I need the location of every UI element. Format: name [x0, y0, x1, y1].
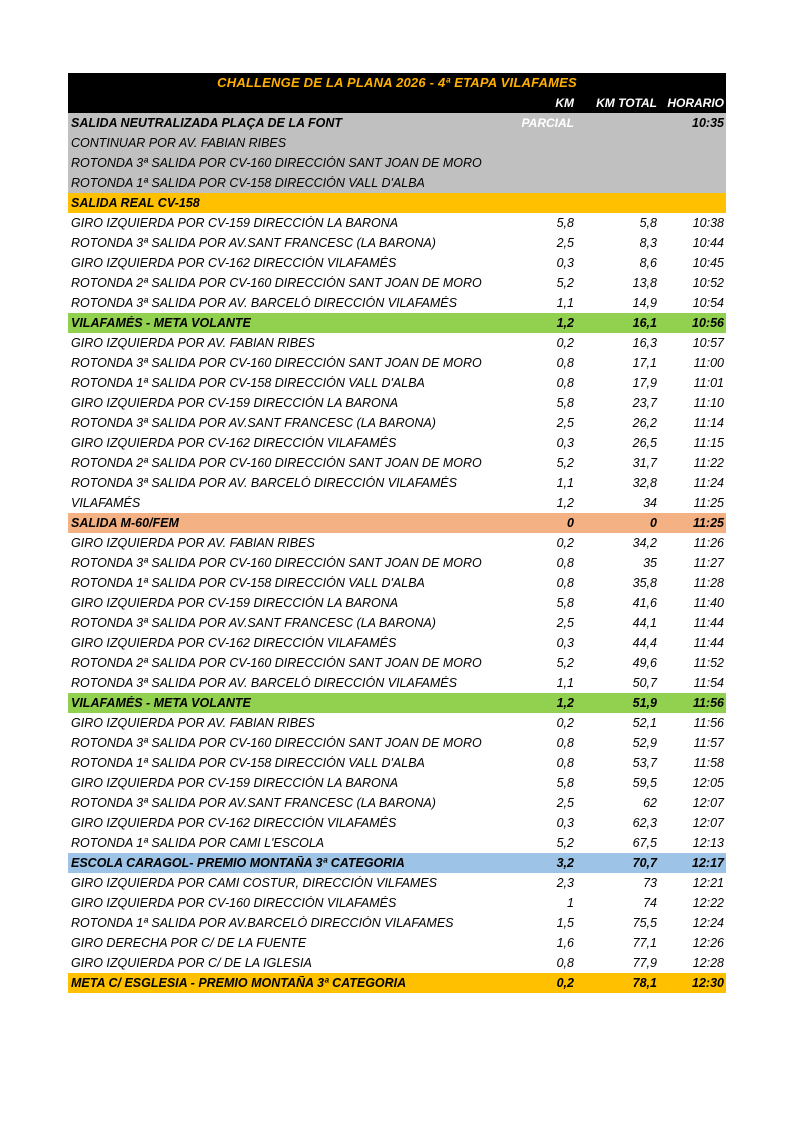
table-row: [68, 573, 726, 593]
cell-km-parcial: 1,5: [556, 916, 574, 930]
cell-km-total: 75,5: [632, 916, 657, 930]
cell-km-parcial: 0,2: [556, 536, 574, 550]
cell-km-parcial: 5,8: [556, 776, 574, 790]
cell-km-parcial: 0,8: [556, 556, 574, 570]
cell-description: VILAFAMÉS: [71, 496, 141, 510]
table-row: [68, 933, 726, 953]
cell-description: ROTONDA 3ª SALIDA POR AV. BARCELÓ DIRECCIÓN VILAFAMÉS: [71, 476, 457, 490]
cell-km-parcial: 0,3: [556, 256, 574, 270]
cell-horario: 12:22: [692, 896, 724, 910]
section-row: [68, 853, 726, 873]
table-row: [68, 793, 726, 813]
cell-horario: 11:26: [693, 536, 724, 550]
table-row: [68, 593, 726, 613]
cell-km-parcial: 1,2: [556, 696, 574, 710]
cell-km-total: 34,2: [632, 536, 657, 550]
cell-km-total: 49,6: [632, 656, 657, 670]
cell-description: ROTONDA 3ª SALIDA POR AV. BARCELÓ DIRECCIÓN VILAFAMÉS: [71, 296, 457, 310]
cell-description: GIRO IZQUIERDA POR CV-162 DIRECCIÓN VILAFAMÉS: [71, 436, 397, 450]
cell-km-total: 13,8: [632, 276, 657, 290]
cell-horario: 11:15: [693, 436, 724, 450]
cell-description: ROTONDA 1ª SALIDA POR CV-158 DIRECCIÓN VALL D'ALBA: [71, 576, 425, 590]
cell-km-total: 77,1: [632, 936, 657, 950]
cell-km-total: 67,5: [632, 836, 657, 850]
cell-description: ROTONDA 1ª SALIDA POR CV-158 DIRECCIÓN VALL D'ALBA: [71, 176, 425, 190]
cell-horario: 11:25: [692, 516, 724, 530]
section-row: [68, 973, 726, 993]
cell-horario: 11:24: [693, 476, 724, 490]
section-row: [68, 693, 726, 713]
cell-description: ROTONDA 3ª SALIDA POR CV-160 DIRECCIÓN SANT JOAN DE MORO: [71, 556, 482, 570]
section-row: [68, 313, 726, 333]
table-row: [68, 753, 726, 773]
cell-horario: 11:54: [693, 676, 724, 690]
cell-km-total: 77,9: [632, 956, 657, 970]
cell-km-total: 52,9: [632, 736, 657, 750]
cell-km-parcial: 0,8: [556, 356, 574, 370]
cell-km-parcial: 0,8: [556, 376, 574, 390]
cell-km-total: 16,1: [632, 316, 657, 330]
cell-description: VILAFAMÉS - META VOLANTE: [71, 696, 251, 710]
cell-km-parcial: 2,5: [556, 616, 574, 630]
table-body: [68, 113, 726, 993]
table-row: [68, 733, 726, 753]
cell-km-parcial: 2,3: [556, 876, 574, 890]
cell-km-total: 26,2: [632, 416, 657, 430]
table-title: CHALLENGE DE LA PLANA 2026 - 4ª ETAPA VILAFAMES: [68, 73, 726, 93]
cell-description: ROTONDA 1ª SALIDA POR AV.BARCELÓ DIRECCIÓN VILAFAMES: [71, 916, 454, 930]
cell-km-parcial: 0,8: [556, 756, 574, 770]
cell-horario: 10:54: [692, 296, 724, 310]
cell-horario: 11:58: [693, 756, 724, 770]
cell-km-total: 16,3: [632, 336, 657, 350]
cell-km-total: 44,4: [632, 636, 657, 650]
cell-description: GIRO IZQUIERDA POR CV-159 DIRECCIÓN LA BARONA: [71, 776, 399, 790]
cell-km-total: 53,7: [632, 756, 657, 770]
cell-horario: 11:00: [693, 356, 724, 370]
cell-km-total: 0: [650, 516, 657, 530]
table-row: [68, 473, 726, 493]
cell-km-total: 5,8: [639, 216, 657, 230]
cell-horario: 10:57: [692, 336, 724, 350]
table-row: [68, 873, 726, 893]
cell-km-parcial: 0,8: [556, 736, 574, 750]
cell-km-total: 8,6: [639, 256, 657, 270]
cell-description: ROTONDA 2ª SALIDA POR CV-160 DIRECCIÓN SANT JOAN DE MORO: [71, 656, 482, 670]
cell-horario: 12:05: [692, 776, 724, 790]
cell-description: GIRO IZQUIERDA POR C/ DE LA IGLESIA: [71, 956, 312, 970]
cell-horario: 10:44: [692, 236, 724, 250]
cell-km-total: 35,8: [632, 576, 657, 590]
cell-km-total: 50,7: [632, 676, 657, 690]
cell-km-parcial: 5,2: [556, 656, 574, 670]
cell-horario: 12:26: [692, 936, 724, 950]
cell-description: GIRO IZQUIERDA POR CV-159 DIRECCIÓN LA BARONA: [71, 596, 399, 610]
cell-description: SALIDA NEUTRALIZADA PLAÇA DE LA FONT: [71, 116, 343, 130]
cell-description: ROTONDA 1ª SALIDA POR CV-158 DIRECCIÓN VALL D'ALBA: [71, 376, 425, 390]
cell-description: ROTONDA 3ª SALIDA POR AV.SANT FRANCESC (LA BARONA): [71, 416, 436, 430]
table-row: [68, 913, 726, 933]
cell-km-parcial: 5,8: [556, 396, 574, 410]
table-row: [68, 493, 726, 513]
cell-km-total: 59,5: [632, 776, 657, 790]
table-row: [68, 833, 726, 853]
cell-horario: 10:52: [692, 276, 724, 290]
cell-km-total: 35: [643, 556, 657, 570]
cell-km-total: 31,7: [632, 456, 657, 470]
cell-horario: 10:56: [692, 316, 724, 330]
table-row: [68, 953, 726, 973]
cell-km-total: 26,5: [632, 436, 657, 450]
cell-horario: 12:07: [692, 796, 724, 810]
table-row: [68, 253, 726, 273]
cell-horario: 11:44: [693, 636, 724, 650]
cell-km-total: 70,7: [632, 856, 657, 870]
cell-km-total: 51,9: [632, 696, 657, 710]
table-row: [68, 673, 726, 693]
cell-horario: 12:30: [692, 976, 724, 990]
table-row: [68, 813, 726, 833]
cell-km-total: 62: [643, 796, 657, 810]
route-table: [68, 73, 726, 993]
cell-km-total: 74: [643, 896, 657, 910]
cell-km-parcial: 0,3: [556, 816, 574, 830]
cell-km-parcial: 5,2: [556, 276, 574, 290]
cell-km-total: 78,1: [632, 976, 657, 990]
table-row: [68, 433, 726, 453]
cell-km-parcial: 5,8: [556, 216, 574, 230]
cell-description: ROTONDA 1ª SALIDA POR CV-158 DIRECCIÓN VALL D'ALBA: [71, 756, 425, 770]
cell-description: ESCOLA CARAGOL- PREMIO MONTAÑA 3ª CATEGORIA: [71, 856, 405, 870]
table-row: [68, 213, 726, 233]
cell-km-parcial: 5,2: [556, 456, 574, 470]
cell-horario: 10:45: [692, 256, 724, 270]
cell-description: GIRO IZQUIERDA POR AV. FABIAN RIBES: [71, 336, 315, 350]
cell-km-parcial: 0,8: [556, 956, 574, 970]
cell-km-parcial: 5,8: [556, 596, 574, 610]
cell-horario: 12:17: [692, 856, 724, 870]
cell-km-parcial: 2,5: [556, 416, 574, 430]
cell-horario: 12:13: [692, 836, 724, 850]
table-row: [68, 653, 726, 673]
cell-horario: 11:57: [693, 736, 724, 750]
cell-description: VILAFAMÉS - META VOLANTE: [71, 316, 251, 330]
cell-description: GIRO IZQUIERDA POR CV-162 DIRECCIÓN VILAFAMÉS: [71, 256, 397, 270]
cell-km-parcial: 0: [567, 516, 574, 530]
cell-km-total: 17,9: [632, 376, 657, 390]
cell-description: GIRO IZQUIERDA POR CV-160 DIRECCIÓN VILAFAMÉS: [71, 896, 397, 910]
cell-description: ROTONDA 3ª SALIDA POR CV-160 DIRECCIÓN SANT JOAN DE MORO: [71, 736, 482, 750]
table-row: [68, 713, 726, 733]
cell-horario: 12:28: [692, 956, 724, 970]
table-row: [68, 373, 726, 393]
cell-horario: 11:40: [693, 596, 724, 610]
cell-horario: 11:44: [693, 616, 724, 630]
cell-horario: 11:22: [693, 456, 724, 470]
cell-description: GIRO IZQUIERDA POR CV-159 DIRECCIÓN LA BARONA: [71, 396, 399, 410]
cell-description: META C/ ESGLESIA - PREMIO MONTAÑA 3ª CATEGORIA: [71, 976, 407, 990]
cell-horario: 12:24: [692, 916, 724, 930]
cell-description: GIRO IZQUIERDA POR CV-162 DIRECCIÓN VILAFAMÉS: [71, 816, 397, 830]
table-row: [68, 393, 726, 413]
cell-km-parcial: 0,3: [556, 636, 574, 650]
header-km-total: KM TOTAL: [596, 96, 657, 110]
cell-description: GIRO IZQUIERDA POR CAMI COSTUR, DIRECCIÓN VILFAMES: [71, 876, 438, 890]
cell-horario: 12:21: [692, 876, 724, 890]
cell-km-total: 8,3: [639, 236, 657, 250]
cell-km-total: 34: [643, 496, 657, 510]
table-row: [68, 413, 726, 433]
table-row: [68, 533, 726, 553]
table-row: [68, 333, 726, 353]
cell-horario: 11:52: [693, 656, 724, 670]
cell-description: GIRO DERECHA POR C/ DE LA FUENTE: [71, 936, 307, 950]
cell-km-total: 62,3: [632, 816, 657, 830]
header-spacer: [68, 93, 500, 113]
cell-km-parcial: 3,2: [556, 856, 574, 870]
cell-km-parcial: 0,2: [556, 336, 574, 350]
cell-km-total: 23,7: [632, 396, 657, 410]
cell-description: ROTONDA 3ª SALIDA POR AV. BARCELÓ DIRECCIÓN VILAFAMÉS: [71, 676, 457, 690]
table-row: [68, 233, 726, 253]
cell-km-parcial: 1: [567, 896, 574, 910]
section-row: [68, 173, 726, 193]
table-row: [68, 453, 726, 473]
cell-horario: 11:56: [693, 716, 724, 730]
cell-km-total: 41,6: [632, 596, 657, 610]
cell-km-parcial: 1,2: [556, 496, 574, 510]
cell-km-parcial: 0,8: [556, 576, 574, 590]
table-row: [68, 273, 726, 293]
table-row: [68, 613, 726, 633]
cell-horario: 10:38: [692, 216, 724, 230]
cell-km-parcial: 1,1: [556, 296, 574, 310]
cell-km-parcial: 1,6: [556, 936, 574, 950]
section-row: [68, 153, 726, 173]
table-row: [68, 553, 726, 573]
cell-horario: 11:56: [692, 696, 724, 710]
section-row: [68, 133, 726, 153]
table-row: [68, 773, 726, 793]
cell-horario: 11:25: [693, 496, 724, 510]
cell-description: CONTINUAR POR AV. FABIAN RIBES: [71, 136, 287, 150]
cell-km-total: 44,1: [632, 616, 657, 630]
table-row: [68, 353, 726, 373]
cell-description: GIRO IZQUIERDA POR AV. FABIAN RIBES: [71, 716, 315, 730]
cell-horario: 11:01: [693, 376, 724, 390]
cell-km-parcial: 0,3: [556, 436, 574, 450]
cell-description: GIRO IZQUIERDA POR CV-162 DIRECCIÓN VILAFAMÉS: [71, 636, 397, 650]
table-row: [68, 633, 726, 653]
cell-km-parcial: 0,2: [556, 716, 574, 730]
cell-km-total: 32,8: [632, 476, 657, 490]
cell-description: ROTONDA 3ª SALIDA POR AV.SANT FRANCESC (LA BARONA): [71, 796, 436, 810]
cell-km-parcial: 1,1: [556, 676, 574, 690]
cell-description: SALIDA REAL CV-158: [71, 196, 200, 210]
cell-description: ROTONDA 3ª SALIDA POR CV-160 DIRECCIÓN SANT JOAN DE MORO: [71, 356, 482, 370]
section-row: [68, 193, 726, 213]
cell-km-parcial: 2,5: [556, 236, 574, 250]
cell-description: ROTONDA 3ª SALIDA POR CV-160 DIRECCIÓN SANT JOAN DE MORO: [71, 156, 482, 170]
cell-description: SALIDA M-60/FEM: [71, 516, 179, 530]
cell-km-parcial: 5,2: [556, 836, 574, 850]
cell-horario: 11:14: [693, 416, 724, 430]
table-row: [68, 293, 726, 313]
cell-km-parcial: 0,2: [556, 976, 574, 990]
header-km-parcial: KM PARCIAL: [521, 96, 574, 130]
cell-horario: 11:27: [693, 556, 724, 570]
cell-km-parcial: 2,5: [556, 796, 574, 810]
cell-km-total: 52,1: [632, 716, 657, 730]
cell-description: ROTONDA 1ª SALIDA POR CAMI L'ESCOLA: [71, 836, 325, 850]
header-horario: HORARIO: [667, 96, 724, 110]
cell-km-total: 73: [643, 876, 657, 890]
cell-km-total: 17,1: [632, 356, 657, 370]
cell-horario: 12:07: [692, 816, 724, 830]
cell-horario: 11:28: [693, 576, 724, 590]
cell-description: ROTONDA 3ª SALIDA POR AV.SANT FRANCESC (LA BARONA): [71, 236, 436, 250]
section-row: [68, 113, 726, 133]
cell-km-total: 14,9: [632, 296, 657, 310]
cell-description: ROTONDA 3ª SALIDA POR AV.SANT FRANCESC (LA BARONA): [71, 616, 436, 630]
table-row: [68, 893, 726, 913]
cell-description: ROTONDA 2ª SALIDA POR CV-160 DIRECCIÓN SANT JOAN DE MORO: [71, 276, 482, 290]
cell-km-parcial: 1,2: [556, 316, 574, 330]
cell-description: ROTONDA 2ª SALIDA POR CV-160 DIRECCIÓN SANT JOAN DE MORO: [71, 456, 482, 470]
cell-description: GIRO IZQUIERDA POR CV-159 DIRECCIÓN LA BARONA: [71, 216, 399, 230]
cell-horario: 10:35: [692, 116, 724, 130]
cell-description: GIRO IZQUIERDA POR AV. FABIAN RIBES: [71, 536, 315, 550]
cell-horario: 11:10: [693, 396, 724, 410]
section-row: [68, 513, 726, 533]
cell-km-parcial: 1,1: [556, 476, 574, 490]
